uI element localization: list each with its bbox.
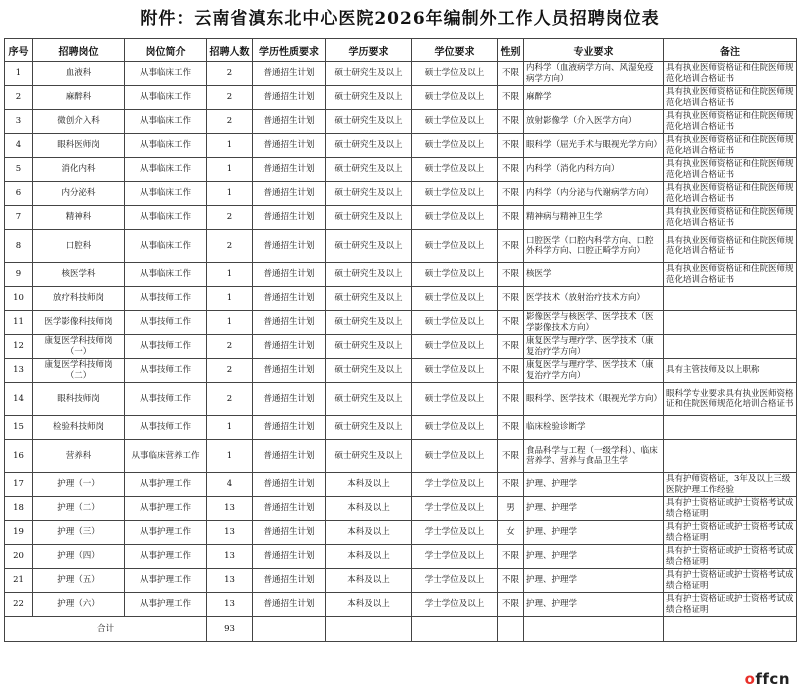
cell-no: 21 [5,569,33,593]
cell-post: 麻醉科 [33,86,125,110]
total-row [5,617,797,642]
cell-degree: 硕士学位及以上 [412,287,498,311]
cell-no: 19 [5,521,33,545]
cell-count: 4 [207,473,253,497]
cell-gender: 女 [498,521,524,545]
cell-gender: 不限 [498,545,524,569]
cell-edu-type: 普通招生计划 [253,311,326,335]
cell-no: 13 [5,359,33,383]
cell-post: 护理（一） [33,473,125,497]
table-row [5,263,797,287]
header-major: 专业要求 [524,39,664,62]
cell-major: 康复医学与理疗学、医学技术（康复治疗学方向） [524,359,664,383]
cell-intro: 从事临床工作 [125,110,207,134]
cell-edu: 硕士研究生及以上 [326,86,412,110]
cell-edu: 硕士研究生及以上 [326,440,412,473]
cell-no: 3 [5,110,33,134]
cell-count: 2 [207,230,253,263]
cell-note: 具有执业医师资格证和住院医师规范化培训合格证书 [664,134,797,158]
cell-count: 1 [207,182,253,206]
cell-major: 内科学（内分泌与代谢病学方向） [524,182,664,206]
cell-degree: 硕士学位及以上 [412,335,498,359]
cell-no: 20 [5,545,33,569]
cell-no: 15 [5,416,33,440]
cell-edu: 硕士研究生及以上 [326,62,412,86]
cell-note: 具有执业医师资格证和住院医师规范化培训合格证书 [664,86,797,110]
cell-no: 7 [5,206,33,230]
cell-intro: 从事临床工作 [125,206,207,230]
cell-major: 影像医学与核医学、医学技术（医学影像技术方向） [524,311,664,335]
cell-degree: 硕士学位及以上 [412,182,498,206]
cell-post: 护理（三） [33,521,125,545]
cell-degree: 硕士学位及以上 [412,134,498,158]
cell-major: 麻醉学 [524,86,664,110]
cell-count: 1 [207,158,253,182]
cell-gender: 不限 [498,569,524,593]
cell-no: 6 [5,182,33,206]
cell-degree: 硕士学位及以上 [412,359,498,383]
cell-post: 护理（四） [33,545,125,569]
cell-edu: 硕士研究生及以上 [326,230,412,263]
total-count: 93 [207,617,253,642]
total-label: 合计 [5,617,207,642]
cell-gender: 男 [498,497,524,521]
cell-edu-type: 普通招生计划 [253,440,326,473]
cell-degree: 硕士学位及以上 [412,416,498,440]
cell-degree: 硕士学位及以上 [412,311,498,335]
cell-gender: 不限 [498,593,524,617]
cell-major: 护理、护理学 [524,497,664,521]
table-row [5,545,797,569]
table-row [5,473,797,497]
cell-gender: 不限 [498,335,524,359]
table-row [5,359,797,383]
table-row [5,440,797,473]
cell-degree: 学士学位及以上 [412,569,498,593]
cell-degree: 硕士学位及以上 [412,440,498,473]
cell-no: 16 [5,440,33,473]
cell-intro: 从事技师工作 [125,311,207,335]
cell-intro: 从事临床工作 [125,86,207,110]
cell-post: 营养科 [33,440,125,473]
cell-count: 1 [207,440,253,473]
cell-count: 2 [207,110,253,134]
cell-major: 核医学 [524,263,664,287]
cell-edu-type: 普通招生计划 [253,110,326,134]
cell-note: 具有护士资格证或护士资格考试成绩合格证明 [664,497,797,521]
cell-post: 血液科 [33,62,125,86]
cell-post: 放疗科技师岗 [33,287,125,311]
cell-post: 口腔科 [33,230,125,263]
cell-edu: 本科及以上 [326,545,412,569]
cell-edu: 硕士研究生及以上 [326,335,412,359]
cell-edu-type: 普通招生计划 [253,521,326,545]
cell-count: 1 [207,134,253,158]
cell-edu: 硕士研究生及以上 [326,263,412,287]
cell-edu: 本科及以上 [326,569,412,593]
cell-edu: 硕士研究生及以上 [326,416,412,440]
cell-no: 1 [5,62,33,86]
cell-count: 2 [207,359,253,383]
cell-no: 8 [5,230,33,263]
cell-edu: 硕士研究生及以上 [326,359,412,383]
cell-intro: 从事临床营养工作 [125,440,207,473]
cell-degree: 学士学位及以上 [412,473,498,497]
cell-intro: 从事临床工作 [125,263,207,287]
cell-no: 5 [5,158,33,182]
table-row [5,497,797,521]
table-row [5,569,797,593]
table-row [5,182,797,206]
cell-edu-type: 普通招生计划 [253,359,326,383]
cell-major: 食品科学与工程（一级学科）、临床营养学、营养与食品卫生学 [524,440,664,473]
logo-rest: ffcn [755,670,790,688]
table-row [5,134,797,158]
cell-intro: 从事临床工作 [125,158,207,182]
cell-count: 2 [207,206,253,230]
cell-post: 检验科技师岗 [33,416,125,440]
cell-degree: 学士学位及以上 [412,545,498,569]
cell-major: 精神病与精神卫生学 [524,206,664,230]
cell-edu-type: 普通招生计划 [253,62,326,86]
cell-no: 10 [5,287,33,311]
cell-post: 护理（六） [33,593,125,617]
total-empty-1 [253,617,326,642]
cell-major: 内科学（血液病学方向、风湿免疫病学方向） [524,62,664,86]
cell-edu-type: 普通招生计划 [253,335,326,359]
cell-note [664,416,797,440]
cell-edu-type: 普通招生计划 [253,134,326,158]
total-empty-3 [412,617,498,642]
cell-count: 13 [207,569,253,593]
cell-post: 护理（二） [33,497,125,521]
total-empty-2 [326,617,412,642]
cell-gender: 不限 [498,182,524,206]
cell-intro: 从事护理工作 [125,497,207,521]
cell-intro: 从事护理工作 [125,521,207,545]
cell-gender: 不限 [498,311,524,335]
cell-note: 具有护士资格证或护士资格考试成绩合格证明 [664,569,797,593]
cell-gender: 不限 [498,62,524,86]
cell-count: 1 [207,416,253,440]
cell-no: 4 [5,134,33,158]
header-gender: 性别 [498,39,524,62]
cell-intro: 从事护理工作 [125,545,207,569]
cell-major: 眼科学（屈光手术与眼视光学方向） [524,134,664,158]
table-row [5,230,797,263]
cell-degree: 硕士学位及以上 [412,230,498,263]
cell-gender: 不限 [498,158,524,182]
cell-post: 护理（五） [33,569,125,593]
cell-major: 护理、护理学 [524,521,664,545]
cell-edu-type: 普通招生计划 [253,206,326,230]
cell-intro: 从事护理工作 [125,569,207,593]
cell-count: 1 [207,311,253,335]
cell-gender: 不限 [498,383,524,416]
cell-edu: 硕士研究生及以上 [326,383,412,416]
cell-gender: 不限 [498,416,524,440]
table-row [5,110,797,134]
cell-degree: 学士学位及以上 [412,593,498,617]
cell-major: 眼科学、医学技术（眼视光学方向） [524,383,664,416]
header-edu-type: 学历性质要求 [253,39,326,62]
cell-note: 具有护师资格证，3年及以上三级医院护理工作经验 [664,473,797,497]
cell-major: 护理、护理学 [524,593,664,617]
cell-count: 2 [207,335,253,359]
cell-no: 22 [5,593,33,617]
cell-count: 13 [207,497,253,521]
header-post: 招聘岗位 [33,39,125,62]
cell-major: 放射影像学（介入医学方向） [524,110,664,134]
cell-post: 精神科 [33,206,125,230]
cell-intro: 从事技师工作 [125,335,207,359]
cell-gender: 不限 [498,110,524,134]
cell-gender: 不限 [498,263,524,287]
cell-edu: 本科及以上 [326,521,412,545]
cell-edu-type: 普通招生计划 [253,182,326,206]
cell-note: 具有执业医师资格证和住院医师规范化培训合格证书 [664,110,797,134]
cell-post: 眼科技师岗 [33,383,125,416]
cell-edu: 硕士研究生及以上 [326,182,412,206]
cell-edu-type: 普通招生计划 [253,416,326,440]
cell-note [664,311,797,335]
cell-note [664,287,797,311]
cell-note: 具有执业医师资格证和住院医师规范化培训合格证书 [664,263,797,287]
cell-edu: 本科及以上 [326,497,412,521]
cell-edu: 硕士研究生及以上 [326,110,412,134]
cell-post: 微创介入科 [33,110,125,134]
cell-intro: 从事临床工作 [125,134,207,158]
cell-post: 康复医学科技师岗（一） [33,335,125,359]
cell-note: 具有执业医师资格证和住院医师规范化培训合格证书 [664,62,797,86]
recruitment-table [4,38,797,642]
cell-no: 2 [5,86,33,110]
cell-edu: 本科及以上 [326,593,412,617]
table-row [5,62,797,86]
cell-post: 消化内科 [33,158,125,182]
total-empty-5 [524,617,664,642]
cell-intro: 从事临床工作 [125,182,207,206]
table-body [5,62,797,617]
cell-count: 13 [207,521,253,545]
table-row [5,593,797,617]
cell-gender: 不限 [498,134,524,158]
cell-note: 具有护士资格证或护士资格考试成绩合格证明 [664,545,797,569]
cell-post: 眼科医师岗 [33,134,125,158]
cell-note: 具有主管技师及以上职称 [664,359,797,383]
cell-edu-type: 普通招生计划 [253,545,326,569]
cell-intro: 从事护理工作 [125,473,207,497]
cell-edu: 硕士研究生及以上 [326,287,412,311]
cell-major: 康复医学与理疗学、医学技术（康复治疗学方向） [524,335,664,359]
table-row [5,383,797,416]
cell-note [664,440,797,473]
cell-note: 具有护士资格证或护士资格考试成绩合格证明 [664,593,797,617]
cell-count: 13 [207,593,253,617]
cell-count: 1 [207,287,253,311]
cell-post: 康复医学科技师岗（二） [33,359,125,383]
cell-edu: 硕士研究生及以上 [326,206,412,230]
header-no: 序号 [5,39,33,62]
table-row [5,416,797,440]
table-row [5,287,797,311]
cell-major: 临床检验诊断学 [524,416,664,440]
cell-edu-type: 普通招生计划 [253,383,326,416]
cell-gender: 不限 [498,440,524,473]
cell-intro: 从事临床工作 [125,230,207,263]
header-count: 招聘人数 [207,39,253,62]
header-edu: 学历要求 [326,39,412,62]
cell-note: 具有执业医师资格证和住院医师规范化培训合格证书 [664,182,797,206]
table-header-row [5,39,797,62]
cell-major: 医学技术（放射治疗技术方向） [524,287,664,311]
cell-gender: 不限 [498,287,524,311]
cell-edu-type: 普通招生计划 [253,287,326,311]
cell-degree: 硕士学位及以上 [412,110,498,134]
cell-note [664,335,797,359]
cell-count: 2 [207,86,253,110]
cell-edu-type: 普通招生计划 [253,263,326,287]
cell-degree: 硕士学位及以上 [412,263,498,287]
cell-intro: 从事技师工作 [125,359,207,383]
cell-degree: 硕士学位及以上 [412,86,498,110]
cell-edu-type: 普通招生计划 [253,593,326,617]
cell-no: 9 [5,263,33,287]
cell-edu: 硕士研究生及以上 [326,134,412,158]
cell-no: 14 [5,383,33,416]
cell-edu: 本科及以上 [326,473,412,497]
cell-post: 核医学科 [33,263,125,287]
cell-intro: 从事护理工作 [125,593,207,617]
cell-major: 内科学（消化内科方向） [524,158,664,182]
cell-no: 11 [5,311,33,335]
cell-degree: 硕士学位及以上 [412,206,498,230]
cell-degree: 硕士学位及以上 [412,383,498,416]
cell-degree: 学士学位及以上 [412,521,498,545]
header-intro: 岗位简介 [125,39,207,62]
cell-post: 医学影像科技师岗 [33,311,125,335]
cell-gender: 不限 [498,206,524,230]
table-row [5,335,797,359]
page-title: 附件：云南省滇东北中心医院2026年编制外工作人员招聘岗位表 [140,9,660,29]
cell-note: 具有执业医师资格证和住院医师规范化培训合格证书 [664,230,797,263]
cell-major: 护理、护理学 [524,473,664,497]
cell-intro: 从事技师工作 [125,383,207,416]
cell-gender: 不限 [498,230,524,263]
table-row [5,311,797,335]
cell-no: 12 [5,335,33,359]
header-degree: 学位要求 [412,39,498,62]
cell-edu-type: 普通招生计划 [253,473,326,497]
offcn-logo [745,670,790,688]
total-empty-4 [498,617,524,642]
header-note: 备注 [664,39,797,62]
cell-degree: 硕士学位及以上 [412,62,498,86]
cell-note: 具有护士资格证或护士资格考试成绩合格证明 [664,521,797,545]
cell-gender: 不限 [498,86,524,110]
cell-intro: 从事临床工作 [125,62,207,86]
cell-count: 13 [207,545,253,569]
total-empty-6 [664,617,797,642]
cell-degree: 硕士学位及以上 [412,158,498,182]
cell-note: 眼科学专业要求具有执业医师资格证和住院医师规范化培训合格证书 [664,383,797,416]
cell-edu: 硕士研究生及以上 [326,311,412,335]
cell-major: 护理、护理学 [524,545,664,569]
cell-note: 具有执业医师资格证和住院医师规范化培训合格证书 [664,158,797,182]
cell-intro: 从事技师工作 [125,416,207,440]
cell-major: 口腔医学（口腔内科学方向、口腔外科学方向、口腔正畸学方向） [524,230,664,263]
cell-gender: 不限 [498,473,524,497]
cell-intro: 从事技师工作 [125,287,207,311]
cell-edu-type: 普通招生计划 [253,497,326,521]
logo-o: o [744,670,756,688]
cell-count: 1 [207,263,253,287]
cell-edu-type: 普通招生计划 [253,158,326,182]
table-row [5,521,797,545]
cell-note: 具有执业医师资格证和住院医师规范化培训合格证书 [664,206,797,230]
cell-count: 2 [207,62,253,86]
cell-count: 2 [207,383,253,416]
cell-edu: 硕士研究生及以上 [326,158,412,182]
cell-edu-type: 普通招生计划 [253,86,326,110]
cell-post: 内分泌科 [33,182,125,206]
cell-edu-type: 普通招生计划 [253,230,326,263]
cell-degree: 学士学位及以上 [412,497,498,521]
table-row [5,86,797,110]
cell-edu-type: 普通招生计划 [253,569,326,593]
cell-gender: 不限 [498,359,524,383]
cell-no: 17 [5,473,33,497]
table-row [5,158,797,182]
table-row [5,206,797,230]
cell-no: 18 [5,497,33,521]
cell-major: 护理、护理学 [524,569,664,593]
